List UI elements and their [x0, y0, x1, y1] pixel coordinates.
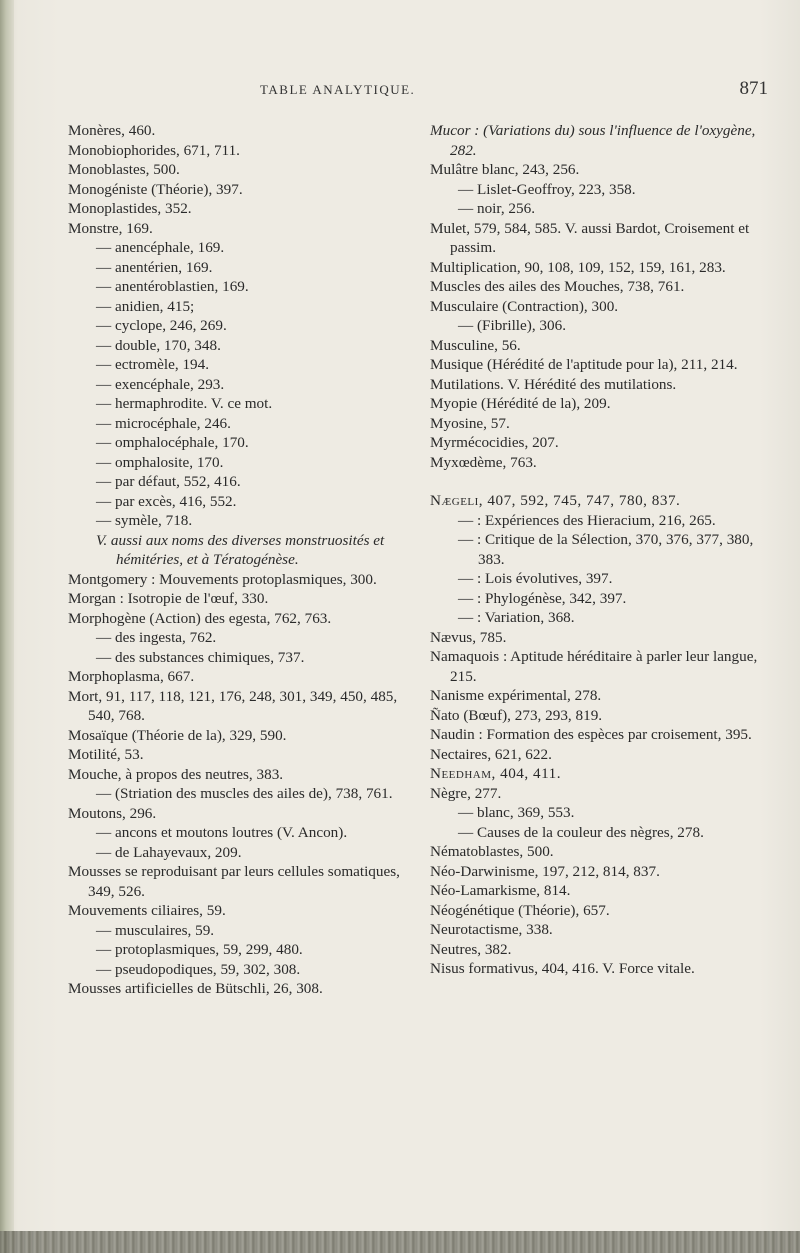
- index-subentry: — cyclope, 246, 269.: [96, 317, 227, 334]
- index-entry: Nectaires, 621, 622.: [430, 745, 552, 763]
- page-number: 871: [739, 78, 768, 99]
- index-entry: Morphogène (Action) des egesta, 762, 763.: [68, 609, 332, 627]
- index-entry: Nématoblastes, 500.: [430, 843, 554, 860]
- index-subentry: — (Fibrille), 306.: [458, 317, 566, 334]
- index-subentry: — omphalosite, 170.: [96, 453, 224, 471]
- index-subentry: — par excès, 416, 552.: [96, 492, 237, 510]
- index-entry: Mousses se reproduisant par leurs cellules somatiques, 349, 526.: [68, 863, 400, 900]
- index-subentry: — : Expériences des Hieracium, 216, 265.: [458, 511, 716, 529]
- index-entry: Monoblastes, 500.: [68, 161, 180, 178]
- index-subentry: — protoplasmiques, 59, 299, 480.: [96, 941, 303, 958]
- index-subentry: — microcéphale, 246.: [96, 414, 231, 432]
- index-entry: Musique (Hérédité de l'aptitude pour la), 211, 214.: [430, 356, 738, 373]
- index-subentry: — anentéroblastien, 169.: [96, 278, 249, 295]
- index-subentry: — (Striation des muscles des ailes de), 738, 761.: [96, 785, 393, 802]
- index-entry: Neutres, 382.: [430, 940, 512, 958]
- index-subentry: — : Variation, 368.: [458, 609, 575, 626]
- index-subentry: — Causes de la couleur des nègres, 278.: [458, 823, 704, 841]
- index-subentry: — des substances chimiques, 737.: [96, 648, 305, 666]
- index-entry: Monogéniste (Théorie), 397.: [68, 180, 243, 198]
- running-title: TABLE ANALYTIQUE.: [260, 82, 416, 97]
- letter-section-gap: [430, 472, 768, 491]
- index-entry: Musculaire (Contraction), 300.: [430, 297, 619, 315]
- index-entry: Nanisme expérimental, 278.: [430, 687, 602, 704]
- index-entry: Myosine, 57.: [430, 414, 510, 432]
- index-entry: Monobiophorides, 671, 711.: [68, 141, 240, 159]
- index-entry: Mucor : (Variations du) sous l'influence de l'oxygène, 282.: [430, 122, 756, 159]
- index-subentry: — double, 170, 348.: [96, 336, 221, 354]
- index-subentry: — : Lois évolutives, 397.: [458, 570, 613, 587]
- index-subentry: — musculaires, 59.: [96, 921, 215, 939]
- index-subentry: — des ingesta, 762.: [96, 629, 217, 646]
- index-entry: Mousses artificielles de Bütschli, 26, 308.: [68, 980, 323, 997]
- index-subentry: — pseudopodiques, 59, 302, 308.: [96, 960, 301, 978]
- index-entry: Morgan : Isotropie de l'œuf, 330.: [68, 590, 269, 607]
- index-entry: Mosaïque (Théorie de la), 329, 590.: [68, 726, 287, 744]
- index-entry: Nisus formativus, 404, 416. V. Force vitale.: [430, 960, 695, 977]
- index-entry: Motilité, 53.: [68, 746, 144, 763]
- index-entry: Morphoplasma, 667.: [68, 668, 195, 685]
- index-subentry: — ancons et moutons loutres (V. Ancon).: [96, 824, 348, 841]
- index-entry: Moutons, 296.: [68, 804, 157, 822]
- index-subentry: — Lislet-Geoffroy, 223, 358.: [458, 180, 636, 198]
- index-entry: Mort, 91, 117, 118, 121, 176, 248, 301, 349, 450, 485, 540, 768.: [68, 687, 398, 724]
- index-subentry: — : Phylogénèse, 342, 397.: [458, 589, 627, 607]
- index-subentry: — exencéphale, 293.: [96, 375, 225, 393]
- index-entry: Muscles des ailes des Mouches, 738, 761.: [430, 278, 685, 295]
- index-subentry: — symèle, 718.: [96, 512, 193, 529]
- page-binding-edge: [0, 0, 14, 1253]
- index-subentry: — de Lahayevaux, 209.: [96, 843, 242, 861]
- index-entry: Mouvements ciliaires, 59.: [68, 902, 226, 919]
- index-entry: Monoplastides, 352.: [68, 200, 192, 217]
- index-entry: Nævus, 785.: [430, 628, 507, 646]
- index-column-right: [430, 121, 768, 979]
- index-subentry: — anidien, 415;: [96, 297, 195, 315]
- index-entry: Monères, 460.: [68, 122, 156, 139]
- page-header: [68, 80, 768, 110]
- index-entry: Mutilations. V. Hérédité des mutilations.: [430, 375, 677, 393]
- index-subentry: — par défaut, 552, 416.: [96, 473, 241, 490]
- index-entry: Nègre, 277.: [430, 784, 502, 802]
- index-entry: Mouche, à propos des neutres, 383.: [68, 765, 284, 783]
- index-subentry-see-also: V. aussi aux noms des diverses monstruosités et hémitéries, et à Tératogénèse.: [96, 531, 385, 568]
- index-subentry: — noir, 256.: [458, 200, 536, 217]
- index-subentry: — anentérien, 169.: [96, 258, 213, 276]
- index-subentry: — anencéphale, 169.: [96, 239, 225, 256]
- index-entry: Needham, 404, 411.: [430, 765, 562, 782]
- index-entry: Mulâtre blanc, 243, 256.: [430, 161, 580, 178]
- index-entry: Namaquois : Aptitude héréditaire à parler leur langue, 215.: [430, 648, 758, 685]
- index-entry: Neurotactisme, 338.: [430, 921, 553, 938]
- index-entry: Multiplication, 90, 108, 109, 152, 159, 161, 283.: [430, 258, 726, 276]
- index-subentry: — ectromèle, 194.: [96, 356, 210, 373]
- index-entry: Myrmécocidies, 207.: [430, 434, 559, 451]
- index-entry: Néo-Darwinisme, 197, 212, 814, 837.: [430, 862, 660, 880]
- scan-bottom-edge: [0, 1231, 800, 1253]
- index-entry: Nægeli, 407, 592, 745, 747, 780, 837.: [430, 492, 681, 509]
- index-column-left: [68, 121, 403, 999]
- index-subentry: — hermaphrodite. V. ce mot.: [96, 395, 273, 412]
- index-entry: Myxœdème, 763.: [430, 453, 537, 471]
- index-entry: Néo-Lamarkisme, 814.: [430, 882, 571, 899]
- index-entry: Ñato (Bœuf), 273, 293, 819.: [430, 706, 603, 724]
- index-subentry: — : Critique de la Sélection, 370, 376, 377, 380, 383.: [458, 531, 754, 568]
- index-entry: Montgomery : Mouvements protoplasmiques, 300.: [68, 570, 377, 588]
- index-entry: Naudin : Formation des espèces par croisement, 395.: [430, 726, 752, 743]
- index-entry: Néogénétique (Théorie), 657.: [430, 901, 610, 919]
- index-subentry: — blanc, 369, 553.: [458, 804, 575, 821]
- index-entry: Mulet, 579, 584, 585. V. aussi Bardot, Croisement et passim.: [430, 219, 750, 256]
- index-entry: Myopie (Hérédité de la), 209.: [430, 395, 611, 412]
- index-entry: Musculine, 56.: [430, 336, 521, 354]
- index-subentry: — omphalocéphale, 170.: [96, 434, 249, 451]
- index-entry: Monstre, 169.: [68, 219, 153, 237]
